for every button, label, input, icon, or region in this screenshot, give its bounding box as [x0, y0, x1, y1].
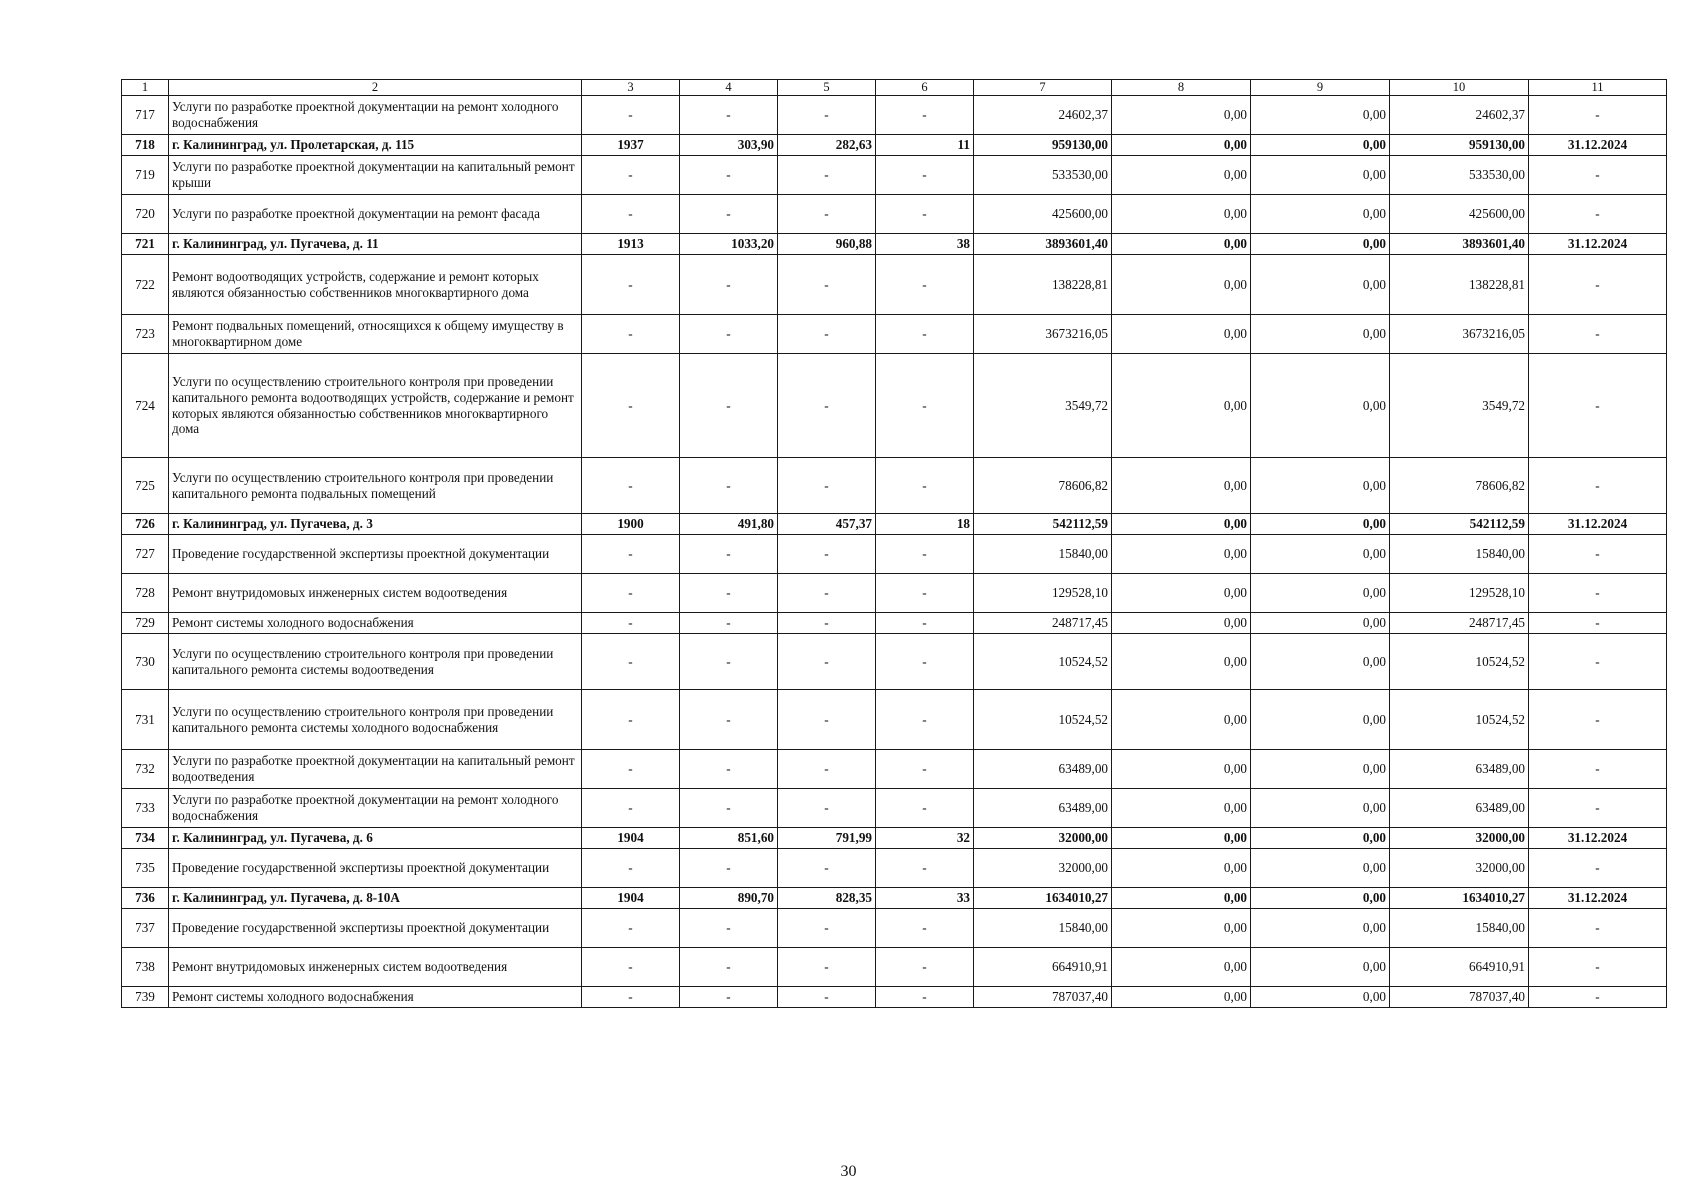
col10-cell: 3549,72 — [1390, 354, 1529, 458]
row-number: 723 — [122, 315, 169, 354]
row-number: 731 — [122, 690, 169, 750]
col7-cell: 10524,52 — [974, 690, 1112, 750]
col10-cell: 63489,00 — [1390, 750, 1529, 789]
col11-cell: 31.12.2024 — [1529, 135, 1667, 156]
col11-cell: - — [1529, 909, 1667, 948]
row-name: Проведение государственной экспертизы проектной документации — [169, 849, 582, 888]
row-number: 722 — [122, 255, 169, 315]
row-number: 719 — [122, 156, 169, 195]
col8-cell: 0,00 — [1112, 195, 1251, 234]
col7-cell: 63489,00 — [974, 750, 1112, 789]
col3-cell: 1904 — [582, 888, 680, 909]
col5-cell: 960,88 — [778, 234, 876, 255]
col5-cell: - — [778, 634, 876, 690]
row-number: 721 — [122, 234, 169, 255]
column-number: 4 — [680, 80, 778, 96]
col6-cell: 32 — [876, 828, 974, 849]
column-number: 7 — [974, 80, 1112, 96]
col8-cell: 0,00 — [1112, 135, 1251, 156]
col4-cell: - — [680, 458, 778, 514]
column-number: 1 — [122, 80, 169, 96]
col9-cell: 0,00 — [1251, 909, 1390, 948]
col7-cell: 129528,10 — [974, 574, 1112, 613]
col6-cell: - — [876, 690, 974, 750]
table-row — [122, 987, 1667, 1008]
col9-cell: 0,00 — [1251, 849, 1390, 888]
col9-cell: 0,00 — [1251, 888, 1390, 909]
col7-cell: 63489,00 — [974, 789, 1112, 828]
col3-cell: 1937 — [582, 135, 680, 156]
col4-cell: - — [680, 156, 778, 195]
col9-cell: 0,00 — [1251, 690, 1390, 750]
col6-cell: - — [876, 789, 974, 828]
col8-cell: 0,00 — [1112, 156, 1251, 195]
row-name: Ремонт подвальных помещений, относящихся к общему имуществу в многоквартирном доме — [169, 315, 582, 354]
col6-cell: - — [876, 255, 974, 315]
row-number: 730 — [122, 634, 169, 690]
table-row — [122, 458, 1667, 514]
row-number: 720 — [122, 195, 169, 234]
col10-cell: 15840,00 — [1390, 535, 1529, 574]
col4-cell: - — [680, 574, 778, 613]
col8-cell: 0,00 — [1112, 909, 1251, 948]
row-name: Услуги по разработке проектной документации на ремонт фасада — [169, 195, 582, 234]
col8-cell: 0,00 — [1112, 948, 1251, 987]
table-row — [122, 690, 1667, 750]
col9-cell: 0,00 — [1251, 514, 1390, 535]
col7-cell: 425600,00 — [974, 195, 1112, 234]
col8-cell: 0,00 — [1112, 354, 1251, 458]
col4-cell: - — [680, 750, 778, 789]
col4-cell: - — [680, 96, 778, 135]
col7-cell: 1634010,27 — [974, 888, 1112, 909]
col11-cell: - — [1529, 458, 1667, 514]
col6-cell: - — [876, 849, 974, 888]
col9-cell: 0,00 — [1251, 789, 1390, 828]
col11-cell: - — [1529, 315, 1667, 354]
col3-cell: - — [582, 574, 680, 613]
row-name: Ремонт внутридомовых инженерных систем водоотведения — [169, 948, 582, 987]
row-number: 736 — [122, 888, 169, 909]
col4-cell: - — [680, 948, 778, 987]
table-row — [122, 195, 1667, 234]
col3-cell: - — [582, 315, 680, 354]
col3-cell: - — [582, 909, 680, 948]
col3-cell: - — [582, 789, 680, 828]
col10-cell: 24602,37 — [1390, 96, 1529, 135]
col7-cell: 3673216,05 — [974, 315, 1112, 354]
row-name: г. Калининград, ул. Пугачева, д. 6 — [169, 828, 582, 849]
row-name: Услуги по осуществлению строительного контроля при проведении капитального ремонта подвальных помещений — [169, 458, 582, 514]
col4-cell: - — [680, 195, 778, 234]
col10-cell: 63489,00 — [1390, 789, 1529, 828]
col7-cell: 10524,52 — [974, 634, 1112, 690]
col9-cell: 0,00 — [1251, 948, 1390, 987]
col7-cell: 533530,00 — [974, 156, 1112, 195]
col8-cell: 0,00 — [1112, 315, 1251, 354]
col7-cell: 787037,40 — [974, 987, 1112, 1008]
col5-cell: 282,63 — [778, 135, 876, 156]
col6-cell: 11 — [876, 135, 974, 156]
col8-cell: 0,00 — [1112, 514, 1251, 535]
row-name: Услуги по разработке проектной документации на ремонт холодного водоснабжения — [169, 789, 582, 828]
row-name: Услуги по разработке проектной документации на ремонт холодного водоснабжения — [169, 96, 582, 135]
col7-cell: 78606,82 — [974, 458, 1112, 514]
col5-cell: - — [778, 195, 876, 234]
col8-cell: 0,00 — [1112, 634, 1251, 690]
col5-cell: - — [778, 535, 876, 574]
col9-cell: 0,00 — [1251, 156, 1390, 195]
col10-cell: 542112,59 — [1390, 514, 1529, 535]
column-number: 8 — [1112, 80, 1251, 96]
col8-cell: 0,00 — [1112, 987, 1251, 1008]
table-row — [122, 909, 1667, 948]
col5-cell: - — [778, 849, 876, 888]
col5-cell: - — [778, 255, 876, 315]
col10-cell: 425600,00 — [1390, 195, 1529, 234]
col6-cell: - — [876, 948, 974, 987]
col3-cell: 1904 — [582, 828, 680, 849]
col4-cell: - — [680, 789, 778, 828]
col5-cell: - — [778, 909, 876, 948]
row-name: Ремонт системы холодного водоснабжения — [169, 987, 582, 1008]
row-number: 726 — [122, 514, 169, 535]
col10-cell: 533530,00 — [1390, 156, 1529, 195]
col11-cell: 31.12.2024 — [1529, 514, 1667, 535]
col4-cell: 491,80 — [680, 514, 778, 535]
col4-cell: 890,70 — [680, 888, 778, 909]
col5-cell: - — [778, 156, 876, 195]
col7-cell: 24602,37 — [974, 96, 1112, 135]
col9-cell: 0,00 — [1251, 195, 1390, 234]
col6-cell: - — [876, 96, 974, 135]
col5-cell: - — [778, 690, 876, 750]
col8-cell: 0,00 — [1112, 690, 1251, 750]
col10-cell: 10524,52 — [1390, 690, 1529, 750]
col4-cell: - — [680, 690, 778, 750]
row-name: Ремонт внутридомовых инженерных систем водоотведения — [169, 574, 582, 613]
col3-cell: - — [582, 849, 680, 888]
column-number: 3 — [582, 80, 680, 96]
col5-cell: - — [778, 613, 876, 634]
col6-cell: - — [876, 909, 974, 948]
col8-cell: 0,00 — [1112, 828, 1251, 849]
row-name: Ремонт водоотводящих устройств, содержание и ремонт которых являются обязанностью собственников многоквартирного дома — [169, 255, 582, 315]
col11-cell: - — [1529, 255, 1667, 315]
col5-cell: - — [778, 948, 876, 987]
col4-cell: 1033,20 — [680, 234, 778, 255]
col6-cell: - — [876, 535, 974, 574]
col4-cell: - — [680, 849, 778, 888]
col11-cell: - — [1529, 849, 1667, 888]
col7-cell: 32000,00 — [974, 828, 1112, 849]
col3-cell: - — [582, 690, 680, 750]
row-name: г. Калининград, ул. Пугачева, д. 8-10А — [169, 888, 582, 909]
col11-cell: - — [1529, 789, 1667, 828]
row-name: Проведение государственной экспертизы проектной документации — [169, 535, 582, 574]
col8-cell: 0,00 — [1112, 888, 1251, 909]
col4-cell: 303,90 — [680, 135, 778, 156]
col3-cell: - — [582, 96, 680, 135]
col6-cell: - — [876, 195, 974, 234]
col7-cell: 248717,45 — [974, 613, 1112, 634]
column-number: 11 — [1529, 80, 1667, 96]
col9-cell: 0,00 — [1251, 354, 1390, 458]
col11-cell: - — [1529, 690, 1667, 750]
col11-cell: 31.12.2024 — [1529, 828, 1667, 849]
col5-cell: - — [778, 315, 876, 354]
col5-cell: 457,37 — [778, 514, 876, 535]
col10-cell: 32000,00 — [1390, 828, 1529, 849]
col9-cell: 0,00 — [1251, 535, 1390, 574]
col11-cell: - — [1529, 535, 1667, 574]
col10-cell: 3893601,40 — [1390, 234, 1529, 255]
row-number: 725 — [122, 458, 169, 514]
table-row — [122, 750, 1667, 789]
col8-cell: 0,00 — [1112, 750, 1251, 789]
col3-cell: - — [582, 613, 680, 634]
col3-cell: - — [582, 458, 680, 514]
address-row — [122, 888, 1667, 909]
col7-cell: 3549,72 — [974, 354, 1112, 458]
col7-cell: 3893601,40 — [974, 234, 1112, 255]
col4-cell: - — [680, 354, 778, 458]
col11-cell: - — [1529, 156, 1667, 195]
col9-cell: 0,00 — [1251, 255, 1390, 315]
col11-cell: 31.12.2024 — [1529, 234, 1667, 255]
col6-cell: - — [876, 458, 974, 514]
col7-cell: 138228,81 — [974, 255, 1112, 315]
col10-cell: 959130,00 — [1390, 135, 1529, 156]
col9-cell: 0,00 — [1251, 135, 1390, 156]
col10-cell: 32000,00 — [1390, 849, 1529, 888]
col10-cell: 78606,82 — [1390, 458, 1529, 514]
col5-cell: - — [778, 458, 876, 514]
col10-cell: 664910,91 — [1390, 948, 1529, 987]
row-number: 718 — [122, 135, 169, 156]
col11-cell: - — [1529, 750, 1667, 789]
col10-cell: 15840,00 — [1390, 909, 1529, 948]
col10-cell: 138228,81 — [1390, 255, 1529, 315]
col9-cell: 0,00 — [1251, 613, 1390, 634]
col11-cell: - — [1529, 354, 1667, 458]
col9-cell: 0,00 — [1251, 574, 1390, 613]
page-number: 30 — [840, 1163, 857, 1180]
col5-cell: - — [778, 96, 876, 135]
table-row — [122, 634, 1667, 690]
address-row — [122, 135, 1667, 156]
col11-cell: - — [1529, 96, 1667, 135]
table-row — [122, 354, 1667, 458]
address-row — [122, 234, 1667, 255]
row-name: г. Калининград, ул. Пугачева, д. 11 — [169, 234, 582, 255]
works-table — [121, 79, 1667, 1008]
row-number: 733 — [122, 789, 169, 828]
col4-cell: - — [680, 315, 778, 354]
col3-cell: - — [582, 634, 680, 690]
col8-cell: 0,00 — [1112, 849, 1251, 888]
col9-cell: 0,00 — [1251, 96, 1390, 135]
col4-cell: - — [680, 909, 778, 948]
col11-cell: 31.12.2024 — [1529, 888, 1667, 909]
address-row — [122, 828, 1667, 849]
row-name: Услуги по осуществлению строительного контроля при проведении капитального ремонта системы водоотведения — [169, 634, 582, 690]
col3-cell: - — [582, 948, 680, 987]
col6-cell: - — [876, 987, 974, 1008]
col5-cell: 791,99 — [778, 828, 876, 849]
col10-cell: 787037,40 — [1390, 987, 1529, 1008]
col6-cell: 33 — [876, 888, 974, 909]
row-name: Услуги по разработке проектной документации на капитальный ремонт крыши — [169, 156, 582, 195]
col7-cell: 959130,00 — [974, 135, 1112, 156]
col3-cell: 1900 — [582, 514, 680, 535]
col5-cell: - — [778, 354, 876, 458]
col11-cell: - — [1529, 948, 1667, 987]
col5-cell: - — [778, 574, 876, 613]
col4-cell: - — [680, 987, 778, 1008]
column-number: 10 — [1390, 80, 1529, 96]
col4-cell: - — [680, 634, 778, 690]
col10-cell: 1634010,27 — [1390, 888, 1529, 909]
col3-cell: 1913 — [582, 234, 680, 255]
col11-cell: - — [1529, 634, 1667, 690]
col6-cell: 18 — [876, 514, 974, 535]
col6-cell: - — [876, 750, 974, 789]
col11-cell: - — [1529, 987, 1667, 1008]
row-name: Ремонт системы холодного водоснабжения — [169, 613, 582, 634]
col11-cell: - — [1529, 195, 1667, 234]
col4-cell: - — [680, 255, 778, 315]
col3-cell: - — [582, 750, 680, 789]
col5-cell: 828,35 — [778, 888, 876, 909]
table-row — [122, 613, 1667, 634]
table-row — [122, 574, 1667, 613]
col6-cell: - — [876, 574, 974, 613]
column-number: 6 — [876, 80, 974, 96]
row-name: г. Калининград, ул. Пролетарская, д. 115 — [169, 135, 582, 156]
column-number: 5 — [778, 80, 876, 96]
col6-cell: - — [876, 613, 974, 634]
col6-cell: - — [876, 354, 974, 458]
col9-cell: 0,00 — [1251, 234, 1390, 255]
col11-cell: - — [1529, 574, 1667, 613]
col3-cell: - — [582, 354, 680, 458]
table-row — [122, 789, 1667, 828]
col7-cell: 15840,00 — [974, 909, 1112, 948]
col7-cell: 32000,00 — [974, 849, 1112, 888]
column-number-row — [122, 80, 1667, 96]
row-number: 724 — [122, 354, 169, 458]
col9-cell: 0,00 — [1251, 458, 1390, 514]
col6-cell: - — [876, 315, 974, 354]
row-number: 734 — [122, 828, 169, 849]
table-row — [122, 849, 1667, 888]
address-row — [122, 514, 1667, 535]
col5-cell: - — [778, 987, 876, 1008]
col8-cell: 0,00 — [1112, 255, 1251, 315]
row-number: 728 — [122, 574, 169, 613]
col3-cell: - — [582, 255, 680, 315]
col4-cell: - — [680, 613, 778, 634]
row-name: Услуги по осуществлению строительного контроля при проведении капитального ремонта системы холодного водоснабжения — [169, 690, 582, 750]
col9-cell: 0,00 — [1251, 987, 1390, 1008]
col4-cell: 851,60 — [680, 828, 778, 849]
col4-cell: - — [680, 535, 778, 574]
row-number: 738 — [122, 948, 169, 987]
row-number: 729 — [122, 613, 169, 634]
col8-cell: 0,00 — [1112, 96, 1251, 135]
table-row — [122, 315, 1667, 354]
row-number: 739 — [122, 987, 169, 1008]
row-number: 732 — [122, 750, 169, 789]
col6-cell: - — [876, 634, 974, 690]
table-row — [122, 535, 1667, 574]
col9-cell: 0,00 — [1251, 750, 1390, 789]
row-name: г. Калининград, ул. Пугачева, д. 3 — [169, 514, 582, 535]
col9-cell: 0,00 — [1251, 315, 1390, 354]
col9-cell: 0,00 — [1251, 828, 1390, 849]
table-row — [122, 156, 1667, 195]
col11-cell: - — [1529, 613, 1667, 634]
row-name: Проведение государственной экспертизы проектной документации — [169, 909, 582, 948]
col10-cell: 248717,45 — [1390, 613, 1529, 634]
row-name: Услуги по разработке проектной документации на капитальный ремонт водоотведения — [169, 750, 582, 789]
column-number: 9 — [1251, 80, 1390, 96]
col8-cell: 0,00 — [1112, 535, 1251, 574]
table-row — [122, 948, 1667, 987]
col5-cell: - — [778, 750, 876, 789]
col3-cell: - — [582, 987, 680, 1008]
col8-cell: 0,00 — [1112, 613, 1251, 634]
col10-cell: 129528,10 — [1390, 574, 1529, 613]
row-number: 717 — [122, 96, 169, 135]
row-number: 737 — [122, 909, 169, 948]
row-name: Услуги по осуществлению строительного контроля при проведении капитального ремонта водоотводящих устройств, содержание и ремонт которых являются обязанностью собственников многоквартирного дома — [169, 354, 582, 458]
column-number: 2 — [169, 80, 582, 96]
col3-cell: - — [582, 535, 680, 574]
col10-cell: 3673216,05 — [1390, 315, 1529, 354]
col10-cell: 10524,52 — [1390, 634, 1529, 690]
col9-cell: 0,00 — [1251, 634, 1390, 690]
col8-cell: 0,00 — [1112, 234, 1251, 255]
col7-cell: 664910,91 — [974, 948, 1112, 987]
col8-cell: 0,00 — [1112, 789, 1251, 828]
col8-cell: 0,00 — [1112, 574, 1251, 613]
row-number: 727 — [122, 535, 169, 574]
table-row — [122, 255, 1667, 315]
col3-cell: - — [582, 156, 680, 195]
col6-cell: - — [876, 156, 974, 195]
table-row — [122, 96, 1667, 135]
col8-cell: 0,00 — [1112, 458, 1251, 514]
row-number: 735 — [122, 849, 169, 888]
col7-cell: 542112,59 — [974, 514, 1112, 535]
col7-cell: 15840,00 — [974, 535, 1112, 574]
col3-cell: - — [582, 195, 680, 234]
col5-cell: - — [778, 789, 876, 828]
col6-cell: 38 — [876, 234, 974, 255]
